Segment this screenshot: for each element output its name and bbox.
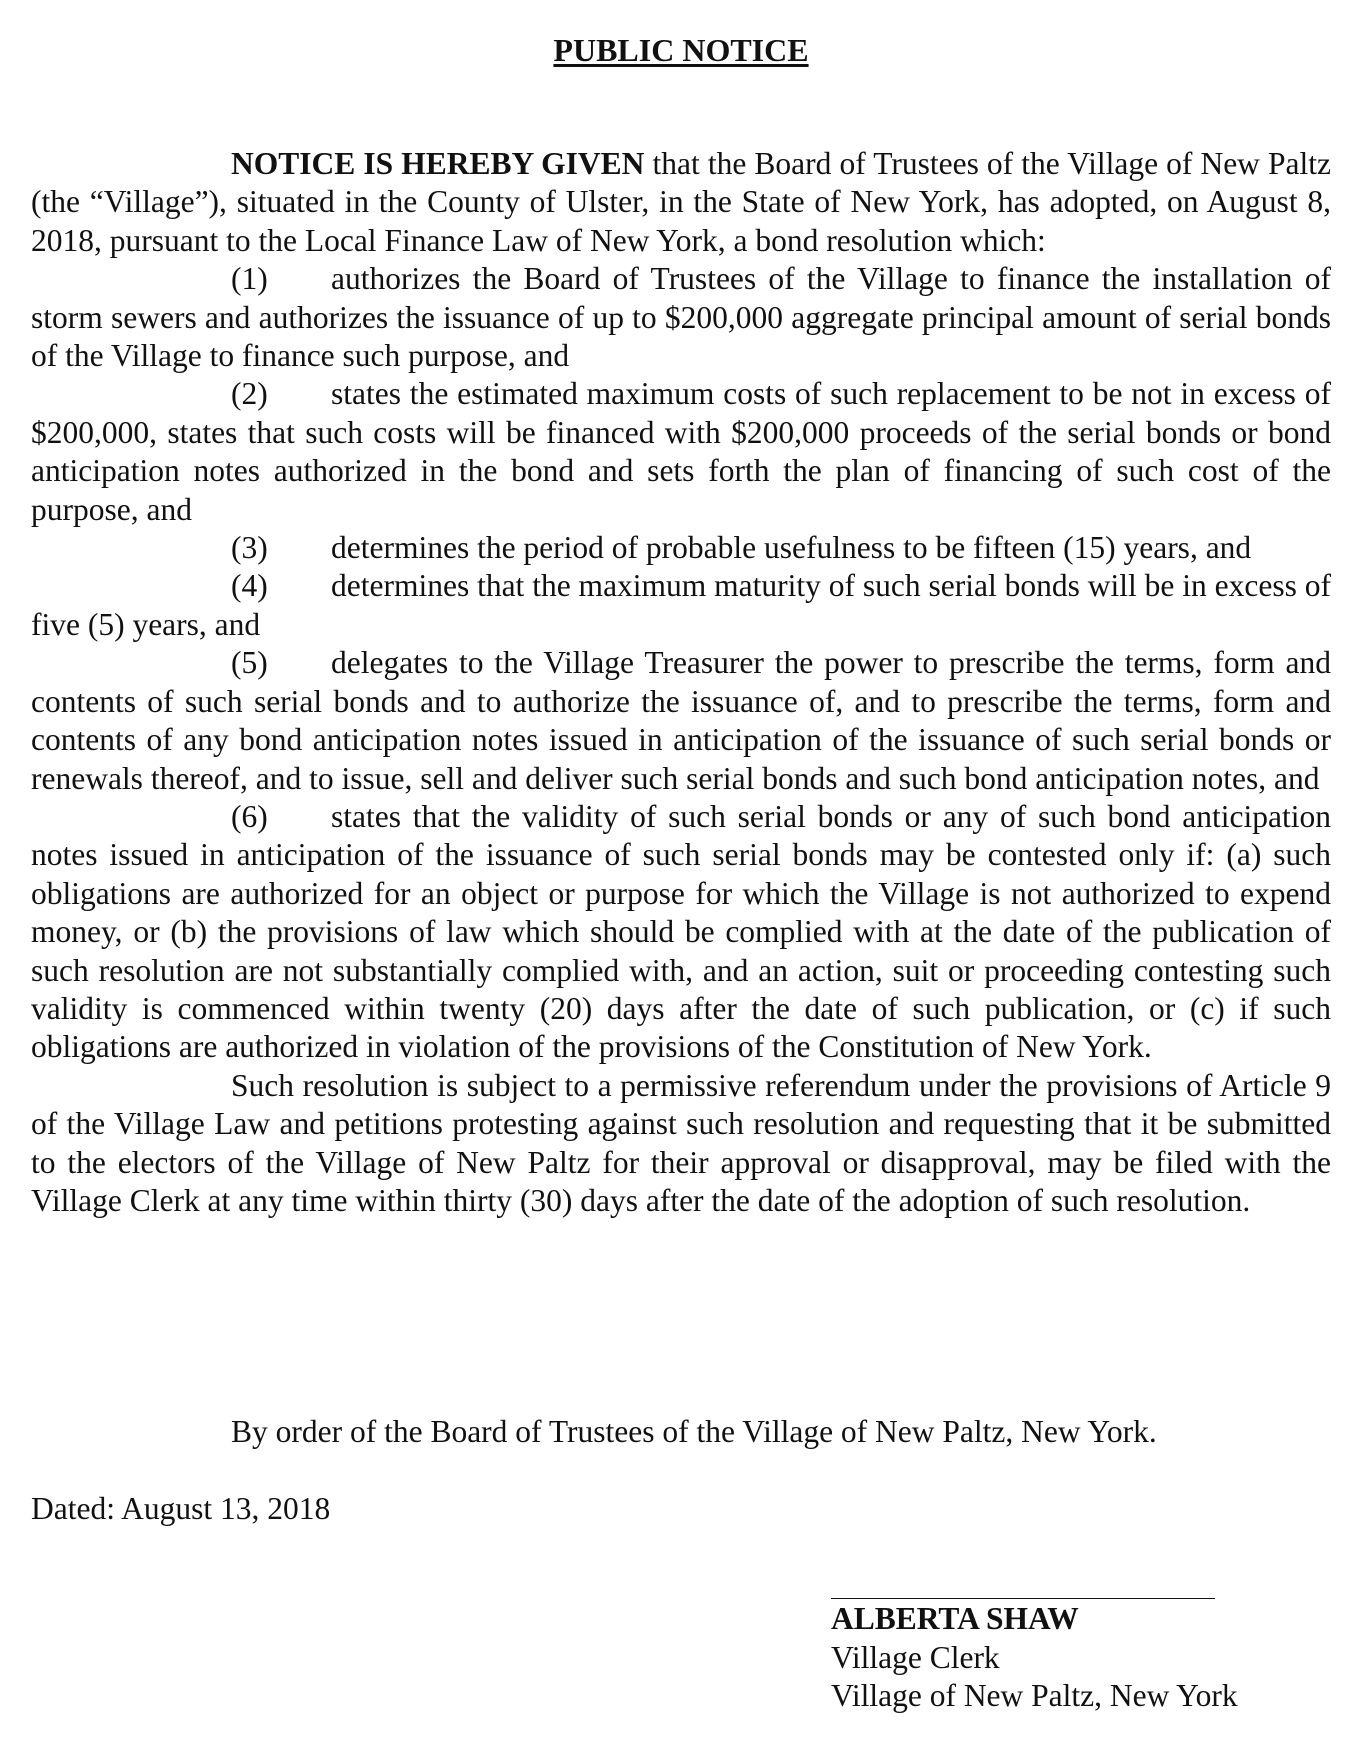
signer-name: ALBERTA SHAW [831, 1601, 1079, 1636]
item-number: (5) [231, 645, 268, 681]
item-text: determines the period of probable usefulness to be fifteen (15) years, and [331, 530, 1252, 566]
dated-line: Dated: August 13, 2018 [31, 1491, 331, 1526]
list-item [31, 798, 1331, 1067]
intro-text: that the Board of Trustees of the Village of New Paltz (the “Village”), situated in the County of Ulster, in the State of New York, has adopted, on August 8, 2018, pursuant to the Local Finance Law of New York, a bond resolution which: [31, 146, 1332, 258]
item-text: authorizes the Board of Trustees of the Village to finance the installation of storm sewers and authorizes the issuance of up to $200,000 aggregate principal amount of serial bonds of the Village to finance such purpose, and [31, 261, 1331, 374]
signer-organization: Village of New Paltz, New York [831, 1678, 1238, 1713]
signature-line [831, 1598, 1215, 1599]
item-text: states the estimated maximum costs of such replacement to be not in excess of $200,000, states that such costs will be financed with $200,000 proceeds of the serial bonds or bond anticipation notes authorized in the bond and sets forth the plan of financing of such cost of the purpose, and [31, 376, 1331, 527]
intro-lead: NOTICE IS HEREBY GIVEN [231, 146, 645, 181]
notice-title: PUBLIC NOTICE [553, 32, 809, 68]
list-item [31, 375, 1331, 529]
item-number: (6) [231, 798, 268, 834]
list-item [31, 529, 1331, 567]
list-item [31, 567, 1331, 644]
item-text: determines that the maximum maturity of such serial bonds will be in excess of five (5) years, and [31, 568, 1331, 642]
item-number: (1) [231, 261, 268, 297]
item-text: states that the validity of such serial bonds or any of such bond anticipation notes issued in anticipation of the issuance of such serial bonds may be contested only if: (a) such obligations are authorized for an object or purpose for which the Village is not authorized to expend money, or (b) the provisions of law which should be complied with at the date of the publication of such resolution are not substantially complied with, and an action, suit or proceeding contesting such validity is commenced within twenty (20) days after the date of such publication, or (c) if such obligations are authorized in violation of the provisions of the Constitution of New York. [31, 798, 1331, 1065]
list-item [31, 644, 1331, 798]
item-number: (2) [231, 376, 268, 412]
item-text: delegates to the Village Treasurer the power to prescribe the terms, form and contents of such serial bonds and to authorize the issuance of, and to prescribe the terms, form and contents of any bond anticipation notes issued in anticipation of the issuance of such serial bonds or renewals thereof, and to issue, sell and deliver such serial bonds and such bond anticipation notes, and [31, 645, 1331, 796]
list-item [31, 260, 1331, 375]
signer-title: Village Clerk [831, 1639, 1000, 1675]
signature-block [831, 1600, 1238, 1716]
referendum-paragraph: Such resolution is subject to a permissive referendum under the provisions of Article 9 of the Village Law and petitions protesting against such resolution and requesting that it be submitted to the electors of the Village of New Paltz for their approval or disapproval, may be filed with the Village Clerk at any time within thirty (30) days after the date of the adoption of such resolution. [31, 1067, 1331, 1218]
order-line: By order of the Board of Trustees of the Village of New Paltz, New York. [231, 1414, 1157, 1449]
item-number: (4) [231, 568, 268, 604]
intro-paragraph [31, 145, 1331, 260]
notice-body [31, 145, 1331, 1220]
item-number: (3) [231, 530, 268, 566]
notice-page [31, 0, 1331, 1739]
